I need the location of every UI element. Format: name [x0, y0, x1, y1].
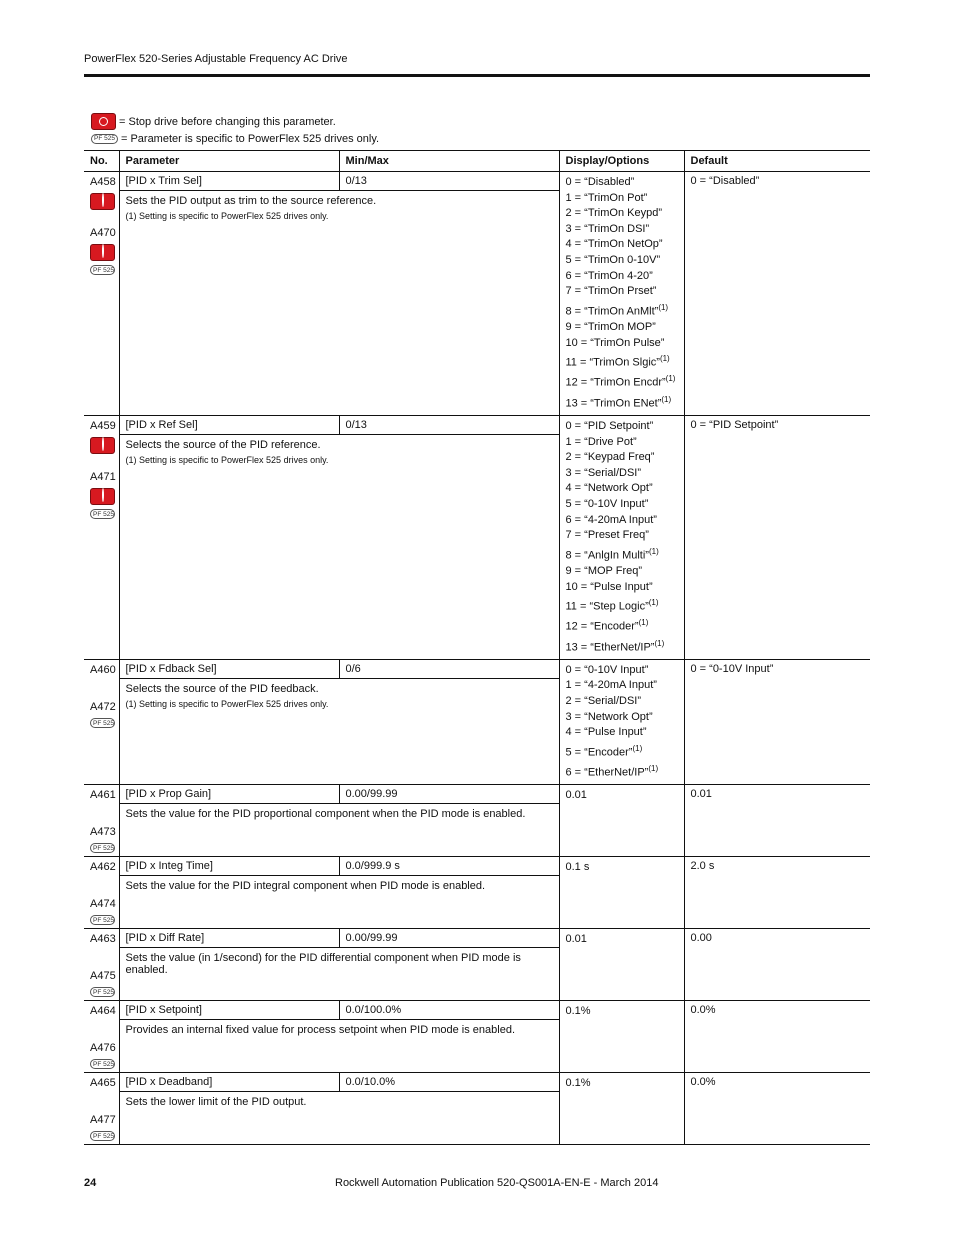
param-number: A463 — [90, 933, 116, 946]
option-item — [566, 580, 678, 596]
option-item — [566, 761, 678, 781]
param-minmax: 0.00/99.99 — [345, 932, 398, 945]
option-item — [566, 636, 678, 656]
option-text: 9 = “TrimOn MOP” — [565, 321, 656, 333]
default-cell — [684, 1001, 870, 1073]
param-description: Sets the PID output as trim to the source reference. — [125, 195, 377, 207]
default-cell — [684, 857, 870, 929]
param-number: A464 — [90, 1005, 116, 1018]
pf525-badge-icon: PF 525 — [90, 509, 115, 519]
param-name: [PID x Fdback Sel] — [120, 660, 340, 678]
legend-stop-text: = Stop drive before changing this parameter. — [119, 115, 336, 128]
display-options-cell — [559, 415, 684, 659]
param-cell — [119, 929, 559, 1001]
option-item — [566, 528, 678, 544]
option-text: 7 = “Preset Freq” — [565, 529, 649, 542]
param-description: Sets the value for the PID proportional component when the PID mode is enabled. — [125, 808, 526, 821]
option-item — [566, 435, 678, 451]
option-text: 13 = “TrimOn ENet” — [565, 397, 662, 410]
option-text: 4 = “Pulse Input” — [565, 726, 647, 739]
pf525-badge-icon: PF 525 — [91, 134, 118, 144]
table-row — [84, 172, 870, 416]
header-rule — [84, 74, 870, 77]
footnote-ref: (1) — [638, 618, 649, 628]
option-item — [566, 206, 678, 222]
default-value: 0 = “0-10V Input” — [690, 662, 774, 675]
option-item — [566, 544, 678, 564]
option-text: 6 = “EtherNet/IP” — [565, 766, 649, 779]
option-item — [566, 694, 678, 710]
option-text: 11 = “TrimOn Slgic” — [565, 356, 660, 369]
option-item — [566, 860, 678, 876]
option-text: 1 = “Drive Pot” — [565, 435, 637, 448]
option-text: 5 = “0-10V Input” — [565, 497, 649, 510]
pf525-badge-icon: PF 525 — [90, 265, 115, 275]
option-item — [566, 284, 678, 300]
stop-drive-icon — [90, 437, 115, 454]
option-item — [566, 466, 678, 482]
option-text: 5 = “Encoder” — [565, 746, 633, 759]
param-minmax: 0/6 — [345, 662, 361, 675]
stop-drive-icon — [91, 113, 116, 130]
default-value: 0 = “Disabled” — [690, 175, 760, 187]
option-item — [566, 663, 678, 679]
param-description: Sets the value (in 1/second) for the PID differential component when PID mode is enabled. — [125, 952, 521, 977]
param-cell — [119, 857, 559, 929]
table-header-row — [84, 151, 870, 172]
header-default: Default — [684, 151, 870, 172]
option-text: 2 = “Serial/DSI” — [565, 695, 641, 708]
footnote-ref: (1) — [665, 374, 676, 384]
option-item — [566, 419, 678, 435]
table-row — [84, 1073, 870, 1145]
param-minmax: 0/13 — [345, 175, 367, 187]
param-number-secondary: A470 — [90, 227, 116, 239]
option-text: 0.01 — [565, 933, 587, 946]
option-item — [566, 481, 678, 497]
param-footnote: (1) Setting is specific to PowerFlex 525 drives only. — [125, 698, 329, 709]
param-name: [PID x Diff Rate] — [120, 929, 340, 947]
header-minmax: Min/Max — [339, 151, 559, 172]
option-text: 3 = “Network Opt” — [565, 710, 653, 723]
option-item — [566, 564, 678, 580]
option-text: 0 = “Disabled” — [565, 176, 635, 188]
option-text: 2 = “Keypad Freq” — [565, 451, 655, 464]
option-text: 7 = “TrimOn Prset” — [565, 285, 657, 298]
option-item — [566, 932, 678, 948]
option-text: 10 = “Pulse Input” — [565, 580, 653, 593]
option-item — [566, 371, 678, 391]
option-item — [566, 175, 678, 191]
pf525-badge-icon: PF 525 — [90, 718, 115, 728]
option-text: 8 = “AnlgIn Multi” — [565, 549, 649, 562]
option-text: 10 = “TrimOn Pulse” — [565, 336, 665, 349]
param-name: [PID x Prop Gain] — [120, 785, 340, 803]
legend-pf525 — [91, 133, 379, 145]
param-minmax: 0/13 — [345, 418, 367, 431]
option-text: 0.1% — [565, 1077, 591, 1090]
option-item — [566, 392, 678, 412]
default-cell — [684, 785, 870, 857]
option-text: 1 = “TrimOn Pot” — [565, 191, 648, 204]
option-item — [566, 725, 678, 741]
option-item — [566, 253, 678, 269]
param-number-cell — [84, 929, 119, 1001]
option-text: 4 = “TrimOn NetOp” — [565, 238, 663, 251]
option-item — [566, 1004, 678, 1020]
default-cell — [684, 1073, 870, 1145]
param-cell — [119, 1001, 559, 1073]
default-value: 0 = “PID Setpoint” — [690, 418, 779, 431]
header-parameter: Parameter — [119, 151, 339, 172]
parameter-table — [84, 150, 870, 1145]
param-minmax: 0.0/10.0% — [345, 1076, 396, 1089]
option-text: 6 = “4-20mA Input” — [565, 513, 657, 526]
default-value: 0.0% — [690, 1004, 716, 1017]
default-value: 0.01 — [690, 788, 712, 801]
param-name: [PID x Setpoint] — [120, 1001, 340, 1019]
option-item — [566, 595, 678, 615]
param-minmax: 0.00/99.99 — [345, 788, 398, 801]
param-number: A461 — [90, 789, 116, 802]
param-description: Sets the lower limit of the PID output. — [125, 1096, 307, 1109]
default-cell — [684, 415, 870, 659]
option-item — [566, 710, 678, 726]
pf525-badge-icon: PF 525 — [90, 915, 115, 925]
legend-pf525-text: = Parameter is specific to PowerFlex 525 drives only. — [120, 133, 380, 145]
option-item — [566, 788, 678, 804]
display-options-cell — [559, 1073, 684, 1145]
default-cell — [684, 172, 870, 416]
param-description: Sets the value for the PID integral component when PID mode is enabled. — [125, 880, 486, 893]
option-text: 0.01 — [565, 789, 587, 802]
option-text: 11 = “Step Logic” — [565, 600, 649, 613]
footnote-ref: (1) — [658, 302, 669, 312]
param-footnote: (1) Setting is specific to PowerFlex 525 drives only. — [125, 454, 329, 465]
param-number-secondary: A474 — [90, 898, 116, 911]
option-item — [566, 741, 678, 761]
legend-stop — [91, 113, 336, 130]
default-value: 0.0% — [690, 1076, 716, 1089]
param-number-cell — [84, 1073, 119, 1145]
param-number: A465 — [90, 1077, 116, 1090]
option-item — [566, 450, 678, 466]
option-text: 8 = “TrimOn AnMlt” — [565, 305, 659, 318]
option-text: 0.1% — [565, 1005, 591, 1018]
param-number-secondary: A471 — [90, 470, 116, 483]
param-name: [PID x Ref Sel] — [120, 416, 340, 434]
display-options-cell — [559, 1001, 684, 1073]
option-text: 0 = “0-10V Input” — [565, 663, 649, 676]
table-row — [84, 857, 870, 929]
pf525-badge-icon: PF 525 — [90, 843, 115, 853]
param-number-secondary: A477 — [90, 1114, 116, 1127]
param-number: A458 — [90, 176, 116, 188]
default-cell — [684, 659, 870, 784]
option-text: 3 = “Serial/DSI” — [565, 466, 641, 479]
param-minmax: 0.0/100.0% — [345, 1004, 402, 1017]
table-row — [84, 785, 870, 857]
footnote-ref: (1) — [648, 764, 659, 774]
option-text: 13 = “EtherNet/IP” — [565, 641, 655, 654]
param-number: A462 — [90, 861, 116, 874]
param-minmax: 0.0/999.9 s — [345, 860, 400, 873]
option-item — [566, 300, 678, 320]
display-options-cell — [559, 659, 684, 784]
footnote-ref: (1) — [648, 598, 659, 608]
page-number: 24 — [84, 1177, 97, 1189]
pf525-badge-icon: PF 525 — [90, 1059, 115, 1069]
table-row — [84, 929, 870, 1001]
param-number-cell — [84, 659, 119, 784]
param-name: [PID x Deadband] — [120, 1073, 340, 1091]
param-number-secondary: A473 — [90, 826, 116, 839]
option-item — [566, 513, 678, 529]
param-cell — [119, 415, 559, 659]
publication-info: Rockwell Automation Publication 520-QS001A-EN-E - March 2014 — [335, 1177, 659, 1189]
default-value: 0.00 — [690, 932, 712, 945]
param-number-cell — [84, 415, 119, 659]
stop-drive-icon — [90, 193, 115, 210]
option-text: 6 = “TrimOn 4-20” — [565, 269, 653, 282]
option-item — [566, 269, 678, 285]
option-item — [566, 351, 678, 371]
stop-drive-icon — [90, 244, 115, 261]
footnote-ref: (1) — [654, 638, 665, 648]
display-options-cell — [559, 857, 684, 929]
option-text: 12 = “TrimOn Encdr” — [565, 377, 666, 390]
option-text: 2 = “TrimOn Keypd” — [565, 207, 662, 220]
option-item — [566, 191, 678, 207]
option-item — [566, 497, 678, 513]
table-row — [84, 415, 870, 659]
display-options-cell — [559, 785, 684, 857]
pf525-badge-icon: PF 525 — [90, 1131, 115, 1141]
table-row — [84, 659, 870, 784]
param-number: A459 — [90, 419, 116, 432]
option-text: 0.1 s — [565, 861, 590, 874]
option-text: 3 = “TrimOn DSI” — [565, 222, 650, 235]
option-item — [566, 222, 678, 238]
option-item — [566, 320, 678, 336]
table-row — [84, 1001, 870, 1073]
param-number-secondary: A476 — [90, 1042, 116, 1055]
param-number-cell — [84, 1001, 119, 1073]
option-text: 1 = “4-20mA Input” — [565, 679, 657, 692]
param-footnote: (1) Setting is specific to PowerFlex 525 drives only. — [125, 211, 329, 221]
pf525-badge-icon: PF 525 — [90, 987, 115, 997]
param-number-secondary: A472 — [90, 700, 116, 713]
param-description: Selects the source of the PID feedback. — [125, 682, 319, 695]
param-cell — [119, 785, 559, 857]
param-description: Provides an internal fixed value for process setpoint when PID mode is enabled. — [125, 1024, 515, 1037]
footnote-ref: (1) — [648, 546, 659, 556]
option-text: 9 = “MOP Freq” — [565, 564, 643, 577]
display-options-cell — [559, 172, 684, 416]
param-name: [PID x Integ Time] — [120, 857, 340, 875]
param-name: [PID x Trim Sel] — [120, 172, 340, 190]
option-text: 5 = “TrimOn 0-10V” — [565, 253, 661, 266]
header-no: No. — [84, 151, 119, 172]
option-item — [566, 678, 678, 694]
option-text: 12 = “Encoder” — [565, 621, 639, 634]
footnote-ref: (1) — [632, 743, 643, 753]
param-number-cell — [84, 172, 119, 416]
option-item — [566, 336, 678, 352]
default-cell — [684, 929, 870, 1001]
header-display-options: Display/Options — [559, 151, 684, 172]
option-item — [566, 237, 678, 253]
param-description: Selects the source of the PID reference. — [125, 438, 321, 451]
param-number-cell — [84, 857, 119, 929]
default-value: 2.0 s — [690, 860, 715, 873]
param-number-cell — [84, 785, 119, 857]
param-cell — [119, 172, 559, 416]
running-header: PowerFlex 520-Series Adjustable Frequency AC Drive — [84, 53, 348, 65]
param-number-secondary: A475 — [90, 970, 116, 983]
param-cell — [119, 1073, 559, 1145]
stop-drive-icon — [90, 488, 115, 505]
param-number: A460 — [90, 663, 116, 676]
footnote-ref: (1) — [661, 394, 672, 404]
option-item — [566, 1076, 678, 1092]
option-item — [566, 615, 678, 635]
footnote-ref: (1) — [659, 354, 670, 364]
option-text: 4 = “Network Opt” — [565, 482, 653, 495]
param-cell — [119, 659, 559, 784]
display-options-cell — [559, 929, 684, 1001]
option-text: 0 = “PID Setpoint” — [565, 419, 654, 432]
